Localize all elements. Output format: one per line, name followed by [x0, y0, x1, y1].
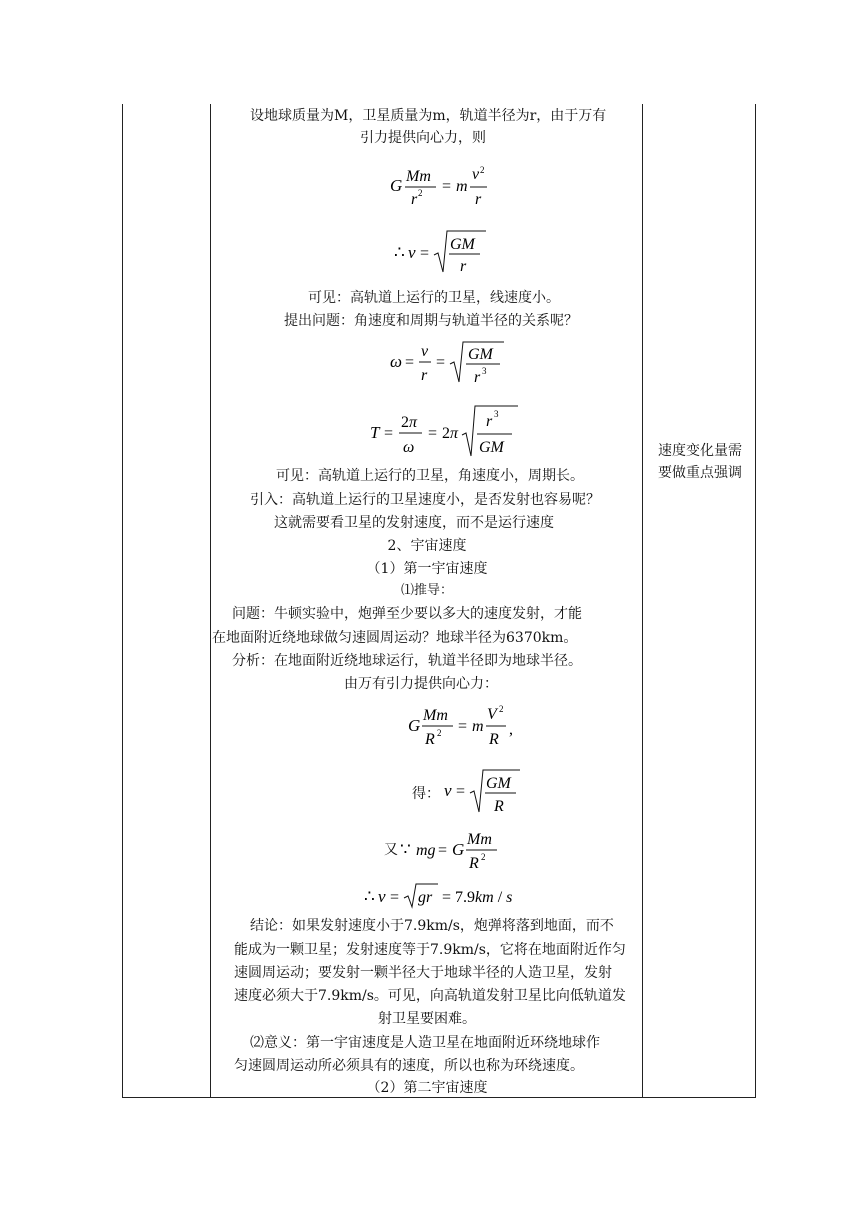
text-line: ⑵意义：第一宇宙速度是人造卫星在地面附近环绕地球作 — [250, 1035, 600, 1051]
lesson-table — [122, 104, 756, 1098]
formula-period — [370, 402, 520, 460]
svg-text:v: v — [408, 243, 416, 262]
svg-text:=: = — [456, 783, 466, 800]
text-line: 又 — [384, 842, 398, 858]
svg-text:2: 2 — [480, 165, 485, 175]
text-line: 这就需要看卫星的发射速度，而不是运行速度 — [274, 515, 554, 531]
svg-text:r: r — [460, 258, 467, 275]
content-cell — [212, 104, 642, 1098]
text-line: 分析：在地面附近绕地球运行，轨道半径即为地球半径。 — [232, 653, 582, 669]
svg-text:GM: GM — [468, 346, 493, 363]
svg-text:r: r — [421, 367, 428, 384]
svg-text:2: 2 — [499, 704, 504, 714]
svg-text:3: 3 — [494, 409, 499, 419]
svg-text:2π: 2π — [442, 425, 459, 442]
svg-text:= 7.9km / s: = 7.9km / s — [442, 889, 513, 906]
table-border-right — [755, 104, 756, 1098]
svg-text:∴: ∴ — [364, 887, 375, 906]
svg-text:GM: GM — [450, 236, 475, 253]
subsection-heading: （1）第一宇宙速度 — [366, 561, 488, 577]
svg-text:r: r — [486, 413, 493, 430]
svg-text:r: r — [411, 191, 418, 208]
text-line: 引力提供向心力，则 — [360, 130, 486, 146]
svg-text:mg: mg — [416, 842, 436, 859]
svg-text:R: R — [469, 855, 479, 872]
text-line: 引入：高轨道上运行的卫星速度小，是否发射也容易呢？ — [250, 492, 600, 508]
text-line: 射卫星要困难。 — [378, 1011, 476, 1027]
text-line: 可见：高轨道上运行的卫星，角速度小，周期长。 — [276, 468, 584, 484]
text-line: 设地球质量为M，卫星质量为m，轨道半径为r，由于万有 — [250, 108, 607, 124]
svg-text:V: V — [487, 706, 497, 723]
svg-text:Mm: Mm — [467, 831, 492, 848]
svg-text:2: 2 — [481, 852, 486, 862]
svg-text:=: = — [442, 178, 452, 195]
formula-surface-gravity — [400, 826, 510, 876]
formula-first-cosmic-derivation — [408, 702, 518, 750]
formula-first-cosmic-velocity — [444, 766, 524, 818]
svg-text:G: G — [390, 176, 403, 195]
table-divider-1 — [210, 104, 211, 1098]
formula-angular-velocity — [390, 338, 510, 388]
text-line: 匀速圆周运动所必须具有的速度，所以也称为环绕速度。 — [234, 1058, 584, 1074]
formula-first-cosmic-value — [364, 882, 513, 912]
svg-text:GM: GM — [486, 775, 511, 792]
table-divider-2 — [642, 104, 643, 1098]
svg-text:∴: ∴ — [394, 243, 405, 262]
svg-text:∵: ∵ — [400, 840, 411, 859]
svg-text:2: 2 — [437, 728, 442, 738]
svg-text:G: G — [408, 716, 421, 735]
teaching-note-line: 速度变化量需 — [658, 443, 742, 459]
svg-text:R: R — [494, 798, 504, 815]
formula-linear-velocity — [394, 228, 504, 278]
formula-gravity-centripetal — [390, 164, 500, 210]
teaching-note-line: 要做重点强调 — [658, 465, 742, 481]
svg-text:ω: ω — [403, 439, 415, 456]
svg-text:v: v — [444, 781, 452, 800]
svg-text:=: = — [390, 889, 400, 906]
svg-text:Mm: Mm — [423, 707, 448, 724]
text-line: 能成为一颗卫星；发射速度等于7.9km/s，它将在地面附近作匀 — [234, 942, 626, 958]
svg-text:r: r — [474, 369, 481, 386]
svg-text:=: = — [438, 842, 448, 859]
svg-text:=: = — [436, 354, 446, 371]
svg-text:,: , — [509, 721, 513, 738]
svg-text:m: m — [456, 178, 468, 195]
text-line: 得： — [412, 786, 440, 802]
svg-text:R: R — [489, 731, 499, 748]
svg-text:=: = — [420, 245, 430, 262]
section-heading: 2、宇宙速度 — [387, 538, 467, 554]
text-line: 结论：如果发射速度小于7.9km/s，炮弹将落到地面，而不 — [250, 918, 614, 934]
svg-text:ω: ω — [390, 352, 403, 371]
text-line: 问题：牛顿实验中，炮弹至少要以多大的速度发射，才能 — [232, 606, 582, 622]
svg-text:r: r — [475, 191, 482, 208]
svg-text:=: = — [384, 425, 394, 442]
svg-text:R: R — [425, 731, 435, 748]
text-line: 在地面附近绕地球做匀速圆周运动？地球半径为6370km。 — [212, 630, 578, 646]
svg-text:v: v — [472, 166, 480, 183]
svg-text:=: = — [405, 354, 415, 371]
text-line: 速度必须大于7.9km/s。可见，向高轨道发射卫星比向低轨道发 — [234, 988, 626, 1004]
svg-text:v: v — [421, 343, 429, 360]
svg-text:3: 3 — [482, 366, 487, 376]
svg-text:=: = — [458, 718, 468, 735]
svg-text:m: m — [472, 718, 484, 735]
svg-text:2π: 2π — [401, 414, 418, 431]
svg-text:2: 2 — [418, 188, 423, 198]
text-line: 可见：高轨道上运行的卫星，线速度小。 — [308, 290, 560, 306]
svg-text:T: T — [370, 423, 380, 442]
svg-text:G: G — [452, 840, 465, 859]
text-line: 由万有引力提供向心力： — [344, 676, 498, 692]
svg-text:=: = — [428, 425, 438, 442]
svg-text:v: v — [378, 887, 386, 906]
table-border-left — [122, 104, 123, 1098]
text-line: 提出问题：角速度和周期与轨道半径的关系呢？ — [284, 313, 578, 329]
svg-text:Mm: Mm — [406, 168, 431, 185]
svg-text:GM: GM — [479, 439, 504, 456]
svg-text:gr: gr — [418, 889, 433, 906]
text-line: 速圆周运动；要发射一颗半径大于地球半径的人造卫星，发射 — [234, 965, 612, 981]
subsection-heading: （2）第二宇宙速度 — [366, 1080, 488, 1096]
teaching-note — [644, 440, 756, 484]
subsection-heading: ⑴推导： — [400, 583, 453, 598]
